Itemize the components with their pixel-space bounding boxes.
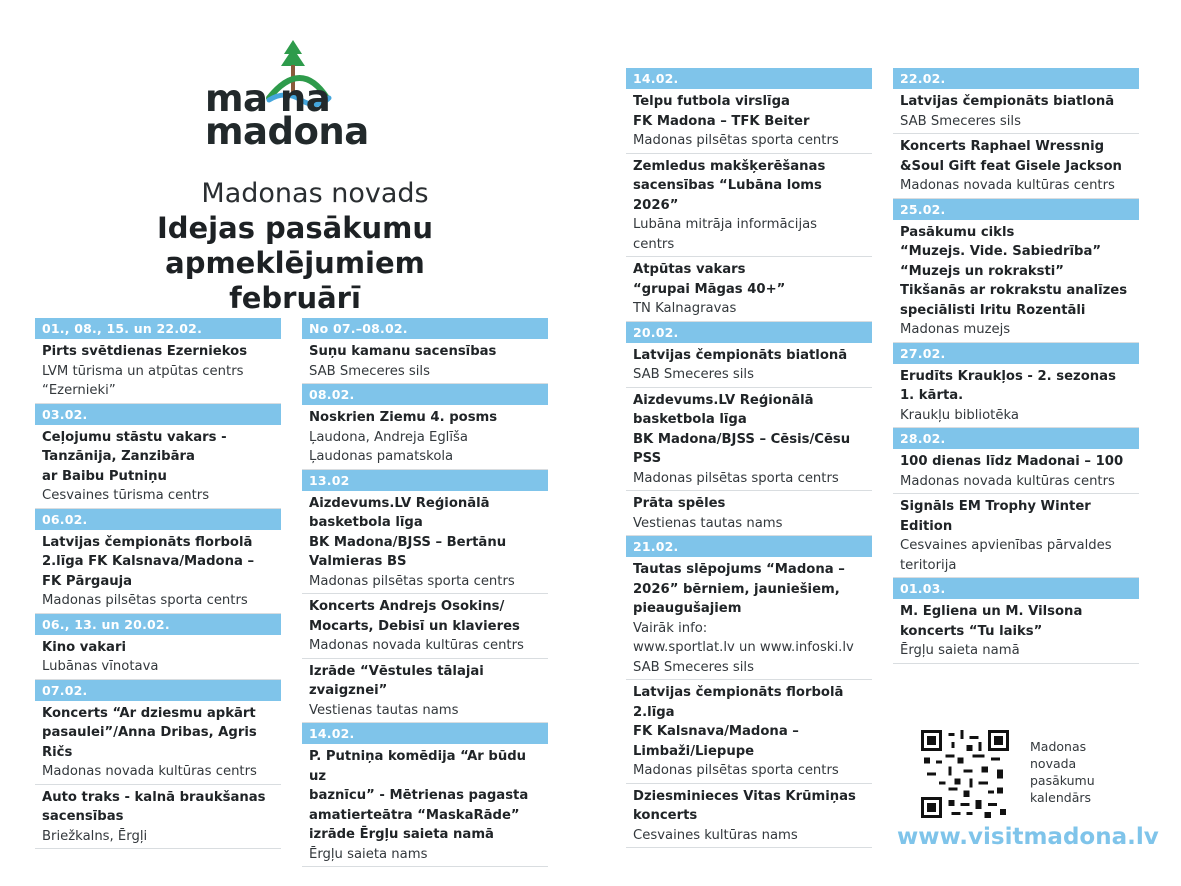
- event-title: Atpūtas vakars “grupai Māgas 40+”: [633, 262, 786, 297]
- date-header: 21.02.: [626, 536, 872, 557]
- event-location: Cesvaines tūrisma centrs: [42, 488, 210, 503]
- event-item: [626, 680, 872, 784]
- event-item: [302, 339, 548, 384]
- date-header: 01.03.: [893, 578, 1139, 599]
- event-item: [626, 154, 872, 258]
- event-title: Prāta spēles: [633, 496, 726, 511]
- event-item: [893, 364, 1139, 429]
- event-item: [302, 594, 548, 659]
- event-location: Madonas pilsētas sporta centrs: [633, 763, 839, 778]
- event-location: Ērgļu saieta namā: [900, 643, 1020, 658]
- date-header: 14.02.: [626, 68, 872, 89]
- date-header: 22.02.: [893, 68, 1139, 89]
- event-item: [626, 388, 872, 492]
- event-title: Koncerts Raphael Wressnig &Soul Gift feat Gisele Jackson: [900, 139, 1122, 174]
- event-title: Signāls EM Trophy Winter Edition: [900, 499, 1091, 534]
- event-item: [626, 89, 872, 154]
- date-header: 01., 08., 15. un 22.02.: [35, 318, 281, 339]
- page-subtitle: Madonas novads: [201, 178, 429, 209]
- event-title: Latvijas čempionāts biatlonā: [900, 94, 1115, 109]
- event-title: Latvijas čempionāts florbolā 2.līga FK Kalsnava/Madona – FK Pārgauja: [42, 534, 255, 589]
- event-location: Kraukļu bibliotēka: [900, 407, 1019, 423]
- date-header: 06., 13. un 20.02.: [35, 614, 281, 635]
- events-column-1: [35, 318, 281, 849]
- event-item: [626, 257, 872, 322]
- event-location: Madonas novada kultūras centrs: [900, 178, 1115, 193]
- event-item: [302, 659, 548, 724]
- event-title: Kino vakari: [42, 639, 126, 655]
- event-location: Vestienas tautas nams: [633, 515, 783, 531]
- page-title: [40, 211, 550, 316]
- logo-wordmark-bottom: madona: [205, 110, 369, 153]
- event-item: [626, 343, 872, 388]
- events-column-2: [302, 318, 548, 867]
- event-location: Cesvaines kultūras nams: [633, 827, 798, 843]
- event-item: [893, 494, 1139, 578]
- qr-code-icon: [921, 730, 1009, 818]
- date-header: 08.02.: [302, 384, 548, 405]
- event-location: Cesvaines apvienības pārvaldes teritorija: [900, 538, 1112, 573]
- date-header: 13.02: [302, 470, 548, 491]
- event-item: [35, 339, 281, 404]
- event-item: [35, 635, 281, 680]
- event-item: [626, 491, 872, 536]
- event-item: [302, 744, 548, 867]
- events-column-3: [626, 68, 872, 848]
- event-location: Madonas novada kultūras centrs: [42, 764, 257, 779]
- event-item: [893, 449, 1139, 494]
- date-header: 14.02.: [302, 723, 548, 744]
- event-item: [893, 134, 1139, 199]
- logo-wordmark-top: ma na: [205, 77, 331, 120]
- event-location: SAB Smeceres sils: [900, 113, 1021, 129]
- event-title: Koncerts Andrejs Osokins/ Mocarts, Debisī un klavieres: [309, 599, 520, 634]
- event-title: Koncerts “Ar dziesmu apkārt pasaulei”/Anna Dribas, Agris Ričs: [42, 705, 257, 760]
- date-header: 07.02.: [35, 680, 281, 701]
- event-location: Madonas pilsētas sporta centrs: [633, 133, 839, 148]
- event-location: Ļaudona, Andreja Eglīša Ļaudonas pamatskola: [309, 429, 468, 464]
- event-title: Telpu futbola virslīga FK Madona – TFK Beiter: [633, 94, 810, 129]
- event-title: Latvijas čempionāts florbolā 2.līga FK Kalsnava/Madona – Limbaži/Liepupe: [633, 685, 844, 759]
- event-location: Lubāna mitrāja informācijas centrs: [633, 217, 818, 252]
- event-item: [35, 530, 281, 614]
- event-title: Erudīts Kraukļos - 2. sezonas 1. kārta.: [900, 368, 1116, 403]
- event-location: Madonas pilsētas sporta centrs: [633, 470, 839, 486]
- event-title: Tautas slēpojums “Madona – 2026” bērniem, jauniešiem, pieaugušajiem: [633, 562, 845, 616]
- event-title: Zemledus makšķerēšanas sacensības “Lubāna loms 2026”: [633, 158, 826, 213]
- event-title: Auto traks - kalnā braukšanas sacensības: [42, 789, 266, 824]
- event-item: [302, 491, 548, 595]
- event-title: M. Egliena un M. Vilsona koncerts “Tu laiks”: [900, 604, 1083, 639]
- event-title: Aizdevums.LV Reģionālā basketbola līga BK Madona/BJSS – Cēsis/Cēsu PSS: [633, 392, 851, 466]
- event-item: [35, 425, 281, 509]
- event-title: Latvijas čempionāts biatlonā: [633, 347, 848, 363]
- event-location: LVM tūrisma un atpūtas centrs “Ezernieki”: [42, 363, 244, 398]
- event-item: [893, 599, 1139, 664]
- event-item: [893, 220, 1139, 343]
- event-title: Noskrien Ziemu 4. posms: [309, 410, 498, 425]
- page-title-line2: februārī: [229, 281, 361, 315]
- date-header: 28.02.: [893, 428, 1139, 449]
- event-location: Lubānas vīnotava: [42, 659, 159, 674]
- event-title: Ceļojumu stāstu vakars - Tanzānija, Zanzibāra ar Baibu Putniņu: [42, 429, 227, 484]
- page-title-line1: Idejas pasākumu apmeklējumiem: [156, 211, 434, 280]
- event-title: Izrāde “Vēstules tālajai zvaigznei”: [309, 663, 484, 698]
- date-header: 27.02.: [893, 343, 1139, 364]
- event-location: Briežkalns, Ērgļi: [42, 828, 148, 844]
- event-location: Vestienas tautas nams: [309, 702, 459, 718]
- event-location: Madonas novada kultūras centrs: [900, 473, 1115, 489]
- event-title: 100 dienas līdz Madonai – 100: [900, 454, 1124, 469]
- event-item: [35, 701, 281, 785]
- event-title: Aizdevums.LV Reģionālā basketbola līga BK Madona/BJSS – Bertānu Valmieras BS: [309, 495, 507, 569]
- event-item: [302, 405, 548, 470]
- event-location: Madonas novada kultūras centrs: [309, 638, 524, 653]
- event-location: Madonas pilsētas sporta centrs: [309, 573, 515, 589]
- event-item: [626, 557, 872, 680]
- date-header: 03.02.: [35, 404, 281, 425]
- date-header: 25.02.: [893, 199, 1139, 220]
- event-location: SAB Smeceres sils: [309, 363, 430, 379]
- date-header: No 07.–08.02.: [302, 318, 548, 339]
- event-item: [626, 784, 872, 849]
- event-title: Pasākumu cikls “Muzejs. Vide. Sabiedrība” “Muzejs un rokraksti” Tikšanās ar rokrakstu analīzes speciālisti Iritu Rozentāli: [900, 224, 1128, 318]
- date-header: 20.02.: [626, 322, 872, 343]
- events-column-4: [893, 68, 1139, 664]
- event-title: P. Putniņa komēdija “Ar būdu uz baznīcu” - Mētrienas pagasta amatierteātra “MaskaRāde” izrāde Ērgļu saieta namā: [309, 749, 529, 842]
- qr-label: Madonas novada pasākumu kalendārs: [1030, 739, 1095, 805]
- event-location: SAB Smeceres sils: [633, 367, 754, 382]
- event-location: Ērgļu saieta nams: [309, 846, 428, 862]
- event-title: Pirts svētdienas Ezerniekos: [42, 344, 248, 359]
- event-title: Suņu kamanu sacensības: [309, 344, 497, 359]
- event-item: [35, 785, 281, 850]
- madona-logo: [205, 38, 385, 153]
- event-location: Madonas muzejs: [900, 322, 1011, 337]
- event-location: Vairāk info: www.sportlat.lv un www.infoski.lv SAB Smeceres sils: [633, 620, 854, 675]
- event-title: Dziesminieces Vitas Krūmiņas koncerts: [633, 788, 856, 823]
- event-location: Madonas pilsētas sporta centrs: [42, 593, 248, 608]
- website-link[interactable]: www.visitmadona.lv: [897, 824, 1159, 850]
- date-header: 06.02.: [35, 509, 281, 530]
- event-location: TN Kalnagravas: [633, 301, 737, 316]
- event-item: [893, 89, 1139, 134]
